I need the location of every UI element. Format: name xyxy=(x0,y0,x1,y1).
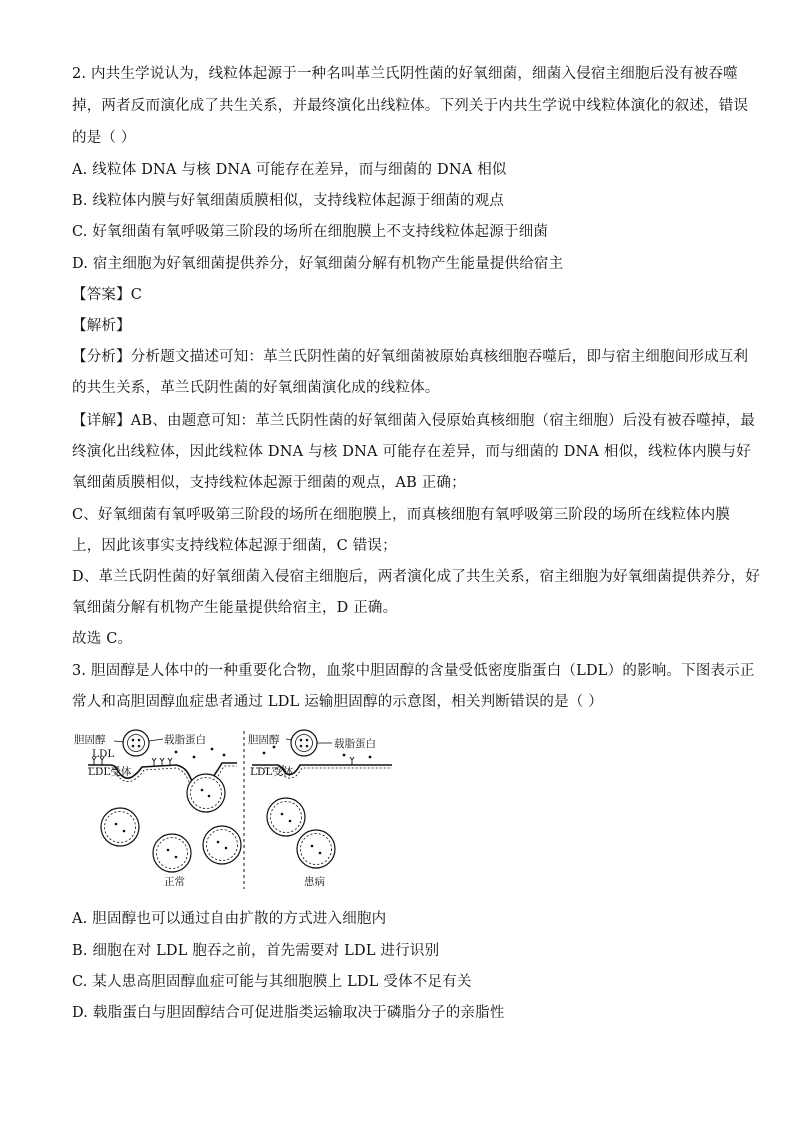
q2-stem-line-1: 2. 内共生学说认为，线粒体起源于一种名叫革兰氏阴性菌的好氧细菌，细菌入侵宿主细胞后没有被吞噬 xyxy=(72,66,738,82)
label-apolipoprotein-right: 载脂蛋白 xyxy=(334,738,376,750)
ldl-particle-left xyxy=(123,730,149,756)
q2-option-a: A. 线粒体 DNA 与核 DNA 可能存在差异，而与细菌的 DNA 相似 xyxy=(72,162,507,178)
label-ldl: LDL xyxy=(92,748,115,760)
vesicles-left xyxy=(101,774,241,872)
patient-panel xyxy=(248,730,392,888)
q3-option-d: D. 载脂蛋白与胆固醇结合可促进脂类运输取决于磷脂分子的亲脂性 xyxy=(72,1005,505,1021)
q3-option-b: B. 细胞在对 LDL 胞吞之前，首先需要对 LDL 进行识别 xyxy=(72,943,440,959)
q2-analysis-line-9: 氧细菌分解有机物产生能量提供给宿主，D 正确。 xyxy=(72,600,398,616)
caption-normal: 正常 xyxy=(164,876,185,888)
caption-patient: 患病 xyxy=(304,876,325,888)
q2-analysis-line-8: D、革兰氏阴性菌的好氧细菌入侵宿主细胞后，两者演化成了共生关系，宿主细胞为好氧细菌提供养分，好 xyxy=(72,569,761,585)
q3-stem-line-1: 3. 胆固醇是人体中的一种重要化合物，血浆中胆固醇的含量受低密度脂蛋白（LDL）的影响。下图表示正 xyxy=(72,663,755,679)
label-cholesterol-right: 胆固醇 xyxy=(248,734,280,746)
normal-panel xyxy=(74,730,241,888)
label-cholesterol-left: 胆固醇 xyxy=(74,734,106,746)
label-ldl-receptor-right: LDL受体 xyxy=(250,766,294,778)
ldl-particle-right xyxy=(291,730,317,756)
q2-answer: 【答案】C xyxy=(72,287,143,303)
q3-option-a: A. 胆固醇也可以通过自由扩散的方式进入细胞内 xyxy=(72,911,387,927)
q2-option-d: D. 宿主细胞为好氧细菌提供养分，好氧细菌分解有机物产生能量提供给宿主 xyxy=(72,256,564,272)
q2-analysis-line-4: 终演化出线粒体，因此线粒体 DNA 与核 DNA 可能存在差异，而与细菌的 DNA 相似，线粒体内膜与好 xyxy=(72,444,751,460)
q2-stem-line-3: 的是（ ） xyxy=(72,130,136,146)
q2-analysis-line-2: 的共生关系，革兰氏阴性菌的好氧细菌演化成的线粒体。 xyxy=(72,380,440,396)
q2-analysis-line-6: C、好氧细菌有氧呼吸第三阶段的场所在细胞膜上，而真核细胞有氧呼吸第三阶段的场所在线粒体内膜 xyxy=(72,507,731,523)
q2-analysis-line-7: 上，因此该事实支持线粒体起源于细菌，C 错误； xyxy=(72,538,397,554)
q2-analysis-title: 【解析】 xyxy=(72,318,131,334)
q2-option-b: B. 线粒体内膜与好氧细菌质膜相似，支持线粒体起源于细菌的观点 xyxy=(72,193,505,209)
q2-analysis-line-10: 故选 C。 xyxy=(72,631,133,647)
label-ldl-receptor-left: LDL受体 xyxy=(88,766,132,778)
label-apolipoprotein-left: 载脂蛋白 xyxy=(164,734,206,746)
q2-option-c: C. 好氧细菌有氧呼吸第三阶段的场所在细胞膜上不支持线粒体起源于细菌 xyxy=(72,224,549,240)
ldl-transport-diagram xyxy=(72,727,402,892)
q2-analysis-line-1: 【分析】分析题文描述可知：革兰氏阴性菌的好氧细菌被原始真核细胞吞噬后，即与宿主细胞间形成互利 xyxy=(72,349,749,365)
q2-analysis-line-3: 【详解】AB、由题意可知：革兰氏阴性菌的好氧细菌入侵原始真核细胞（宿主细胞）后没有被吞噬掉，最 xyxy=(72,413,756,429)
q3-option-c: C. 某人患高胆固醇血症可能与其细胞膜上 LDL 受体不足有关 xyxy=(72,974,472,990)
q2-analysis-line-5: 氧细菌质膜相似，支持线粒体起源于细菌的观点，AB 正确； xyxy=(72,475,466,491)
q2-stem-line-2: 掉，两者反而演化成了共生关系，并最终演化出线粒体。下列关于内共生学说中线粒体演化的叙述，错误 xyxy=(72,98,749,114)
vesicles-right xyxy=(267,798,335,868)
q3-stem-line-2: 常人和高胆固醇血症患者通过 LDL 运输胆固醇的示意图，相关判断错误的是（ ） xyxy=(72,694,604,710)
